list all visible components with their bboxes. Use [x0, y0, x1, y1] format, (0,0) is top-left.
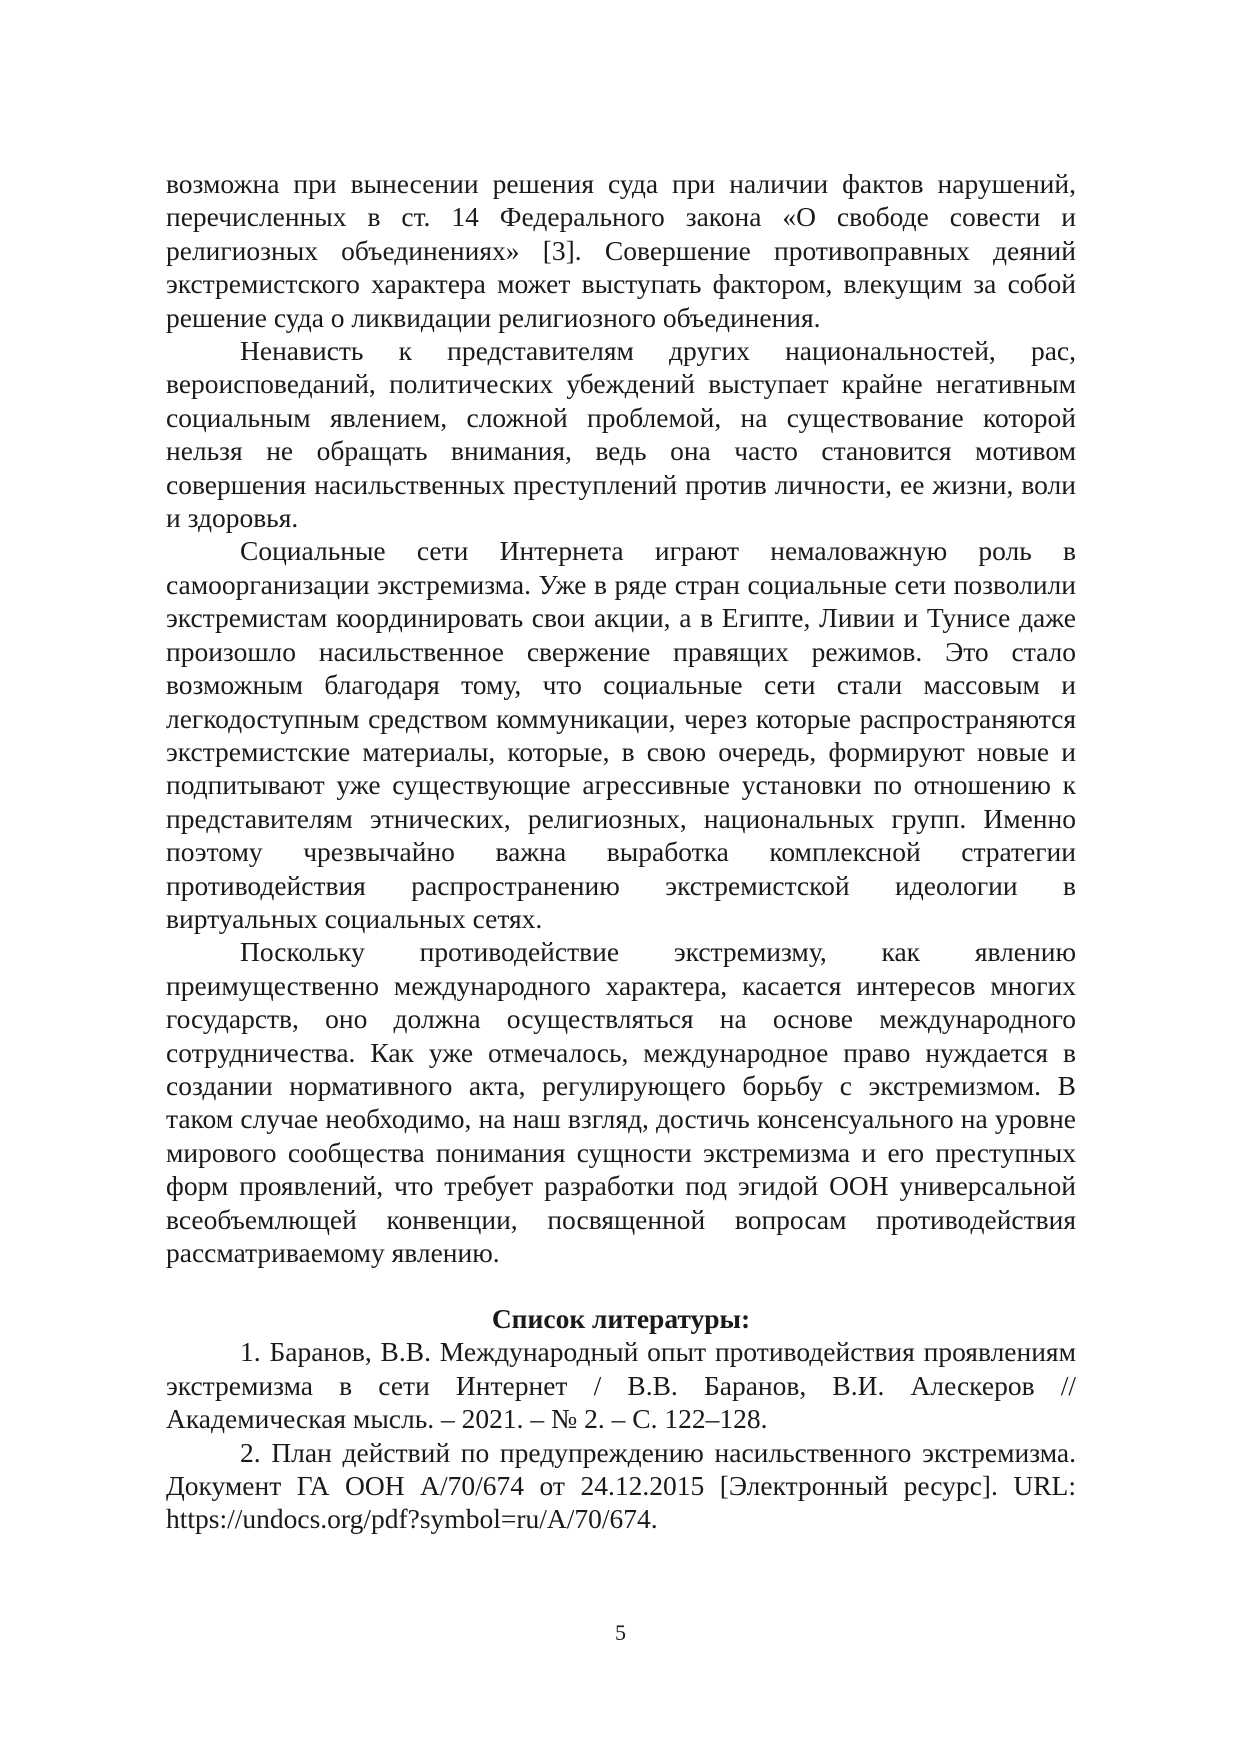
reference-item-1: 1. Баранов, В.В. Международный опыт противодействия проявлениям экстремизма в сети Интернет / В.В. Баранов, В.И. Алескеров // Академическая мысль. – 2021. – № 2. – С. 122–128. [166, 1336, 1076, 1435]
page-number: 5 [615, 1620, 626, 1645]
reference-item-2: 2. План действий по предупреждению насильственного экстремизма. Документ ГА ООН A/70/674 от 24.12.2015 [Электронный ресурс]. URL: https://undocs.org/pdf?symbol=ru/A/70/674. [166, 1436, 1076, 1535]
references-section [166, 1302, 1076, 1536]
paragraph-1: возможна при вынесении решения суда при наличии фактов нарушений, перечисленных в ст. 14 Федерального закона «О свободе совести и религиозных объединениях» [3]. Совершение противоправных деяний экстремистского характера может выступать фактором, влекущим за собой решение суда о ликвидации религиозного объединения. [166, 168, 1076, 333]
paragraph-3: Социальные сети Интернета играют немаловажную роль в самоорганизации экстремизма. Уже в ряде стран социальные сети позволили экстремистам координировать свои акции, а в Египте, Ливии и Тунисе даже произошло насильственное свержение правящих режимов. Это стало возможным благодаря тому, что социальные сети стали массовым и легкодоступным средством коммуникации, через которые распространяются экстремистские материалы, которые, в свою очередь, формируют новые и подпитывают уже существующие агрессивные установки по отношению к представителям этнических, религиозных, национальных групп. Именно поэтому чрезвычайно важна выработка комплексной стратегии противодействия распространению экстремистской идеологии в виртуальных социальных сетях. [166, 535, 1076, 934]
body-text [166, 167, 1076, 1269]
paragraph-2: Ненависть к представителям других национальностей, рас, вероисповеданий, политических убеждений выступает крайне негативным социальным явлением, сложной проблемой, на существование которой нельзя не обращать внимания, ведь она часто становится мотивом совершения насильственных преступлений против личности, ее жизни, воли и здоровья. [166, 335, 1076, 534]
references-heading: Список литературы: [491, 1303, 751, 1334]
paragraph-4: Поскольку противодействие экстремизму, как явлению преимущественно международного характера, касается интересов многих государств, оно должна осуществляться на основе международного сотрудничества. Как уже отмечалось, международное право нуждается в создании нормативного акта, регулирующего борьбу с экстремизмом. В таком случае необходимо, на наш взгляд, достичь консенсуального на уровне мирового сообщества понимания сущности экстремизма и его преступных форм проявлений, что требует разработки под эгидой ООН универсальной всеобъемлющей конвенции, посвященной вопросам противодействия рассматриваемому явлению. [166, 936, 1076, 1268]
